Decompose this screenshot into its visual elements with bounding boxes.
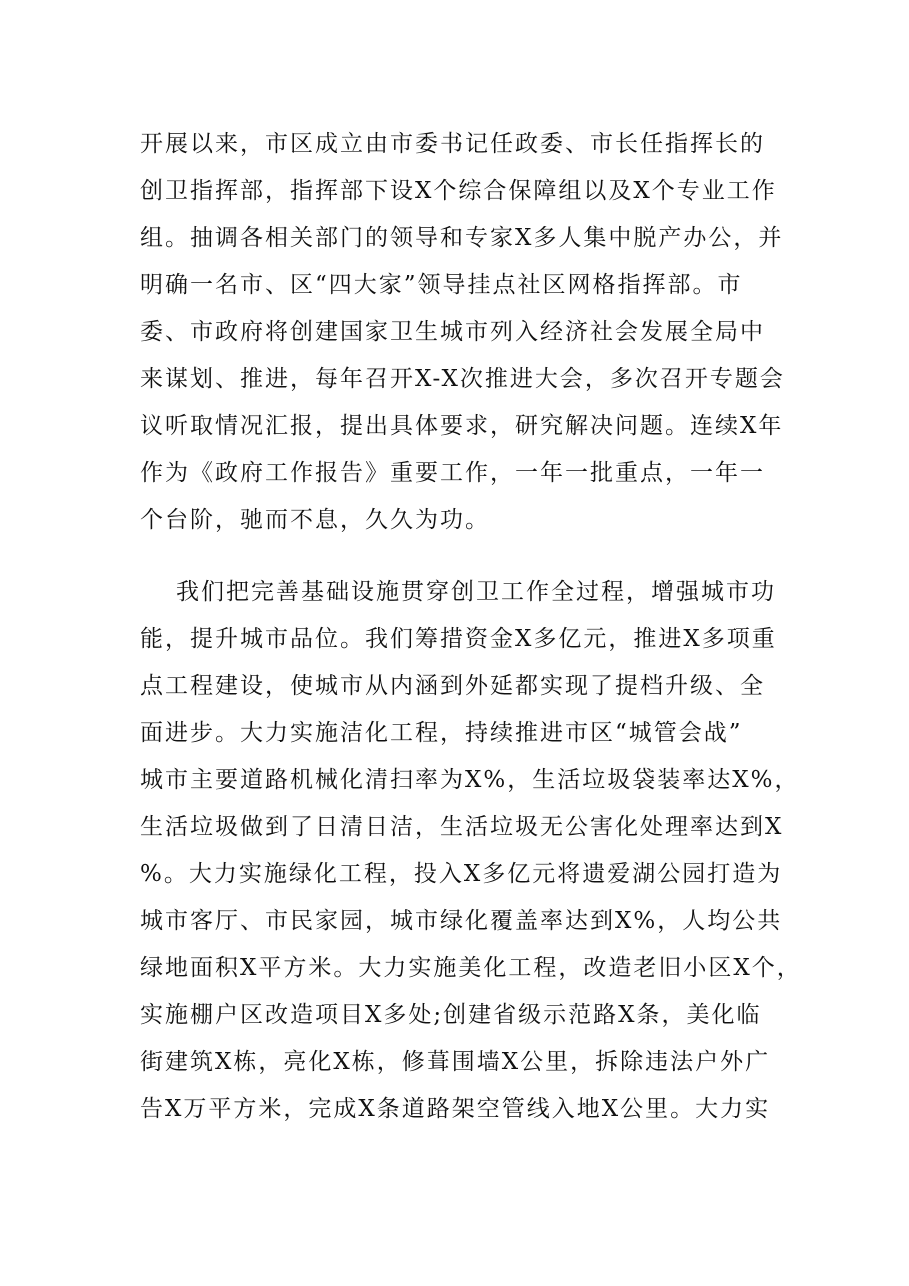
paragraph-1-line: 个台阶，驰而不息，久久为功。 [140,507,490,533]
paragraph-1-line: 来谋划、推进，每年召开X-X次推进大会，多次召开专题会 [140,366,785,392]
paragraph-2-line: %。大力实施绿化工程，投入X多亿元将遗爱湖公园打造为 [140,861,783,887]
paragraph-2-line: 点工程建设，使城市从内涵到外延都实现了提档升级、全 [140,673,765,699]
paragraph-2-line: 城市客厅、市民家园，城市绿化覆盖率达到X%，人均公共 [140,908,783,934]
paragraph-2-line: 城市主要道路机械化清扫率为X%，生活垃圾袋装率达X%， [140,767,800,793]
paragraph-2-line: 实施棚户区改造项目X多处;创建省级示范路X条，美化临 [140,1002,762,1028]
paragraph-1-line: 委、市政府将创建国家卫生城市列入经济社会发展全局中 [140,319,765,345]
paragraph-2-line: 面进步。大力实施洁化工程，持续推进市区“城管会战” [140,720,743,746]
paragraph-1-line: 议听取情况汇报，提出具体要求，研究解决问题。连续X年 [140,413,784,439]
paragraph-2-line: 能，提升城市品位。我们筹措资金X多亿元，推进X多项重 [140,626,777,652]
paragraph-2-line: 告X万平方米，完成X条道路架空管线入地X公里。大力实 [140,1096,771,1122]
paragraph-2-line: 绿地面积X平方米。大力实施美化工程，改造老旧小区X个， [140,955,802,981]
paragraph-2-line: 生活垃圾做到了日清日洁，生活垃圾无公害化处理率达到X [140,814,784,840]
paragraph-1-line: 开展以来，市区成立由市委书记任政委、市长任指挥长的 [140,131,765,157]
paragraph-1-line: 组。抽调各相关部门的领导和专家X多人集中脱产办公，并 [140,225,784,251]
paragraph-2-line: 街建筑X栋，亮化X栋，修葺围墙X公里，拆除违法户外广 [140,1049,771,1075]
paragraph-1-line: 明确一名市、区“四大家”领导挂点社区网格指挥部。市 [140,272,743,298]
paragraph-1-line: 作为《政府工作报告》重要工作，一年一批重点，一年一 [140,460,765,486]
paragraph-1-line: 创卫指挥部，指挥部下设X个综合保障组以及X个专业工作 [140,178,777,204]
paragraph-2-line: 我们把完善基础设施贯穿创卫工作全过程，增强城市功 [176,579,776,605]
